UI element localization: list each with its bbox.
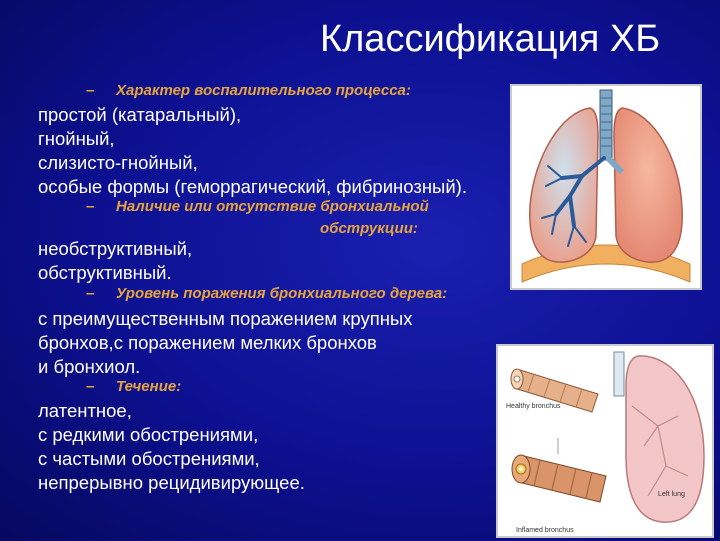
list-item: с частыми обострениями, — [38, 448, 260, 469]
list-item: латентное, — [38, 400, 132, 421]
list-item: гнойный, — [38, 128, 115, 149]
lungs-drawing — [512, 86, 700, 288]
bullet-dash: – — [86, 378, 95, 395]
section-heading-inflammation: Характер воспалительного процесса: — [116, 82, 411, 99]
list-item: необструктивный, — [38, 238, 193, 259]
section-heading-level: Уровень поражения бронхиального дерева: — [116, 285, 448, 302]
section-heading-course: Течение: — [116, 378, 182, 395]
list-item: с преимущественным поражением крупных — [38, 308, 413, 329]
bullet-dash: – — [86, 198, 95, 215]
label-healthy-bronchus: Healthy bronchus — [506, 403, 561, 410]
section-heading-obstruction: Наличие или отсутствие бронхиальной — [116, 198, 429, 215]
bronchus-drawing — [498, 346, 712, 536]
list-item: с редкими обострениями, — [38, 424, 259, 445]
list-item: непрерывно рецидивирующее. — [38, 472, 305, 493]
bullet-dash: – — [86, 82, 95, 99]
list-item: бронхов,с поражением мелких бронхов — [38, 332, 377, 353]
page-title: Классификация ХБ — [320, 18, 661, 60]
section-heading-obstruction-cont: обструкции: — [320, 220, 418, 237]
lungs-illustration — [510, 84, 702, 290]
list-item: простой (катаральный), — [38, 104, 242, 125]
label-inflamed-bronchus: Inflamed bronchus — [516, 527, 574, 534]
list-item: особые формы (геморрагический, фибринозный). — [38, 176, 467, 197]
bullet-dash: – — [86, 285, 95, 302]
list-item: слизисто-гнойный, — [38, 152, 198, 173]
bronchus-illustration — [496, 344, 714, 538]
list-item: обструктивный. — [38, 262, 172, 283]
label-left-lung: Left lung — [658, 491, 685, 498]
list-item: и бронхиол. — [38, 356, 141, 377]
